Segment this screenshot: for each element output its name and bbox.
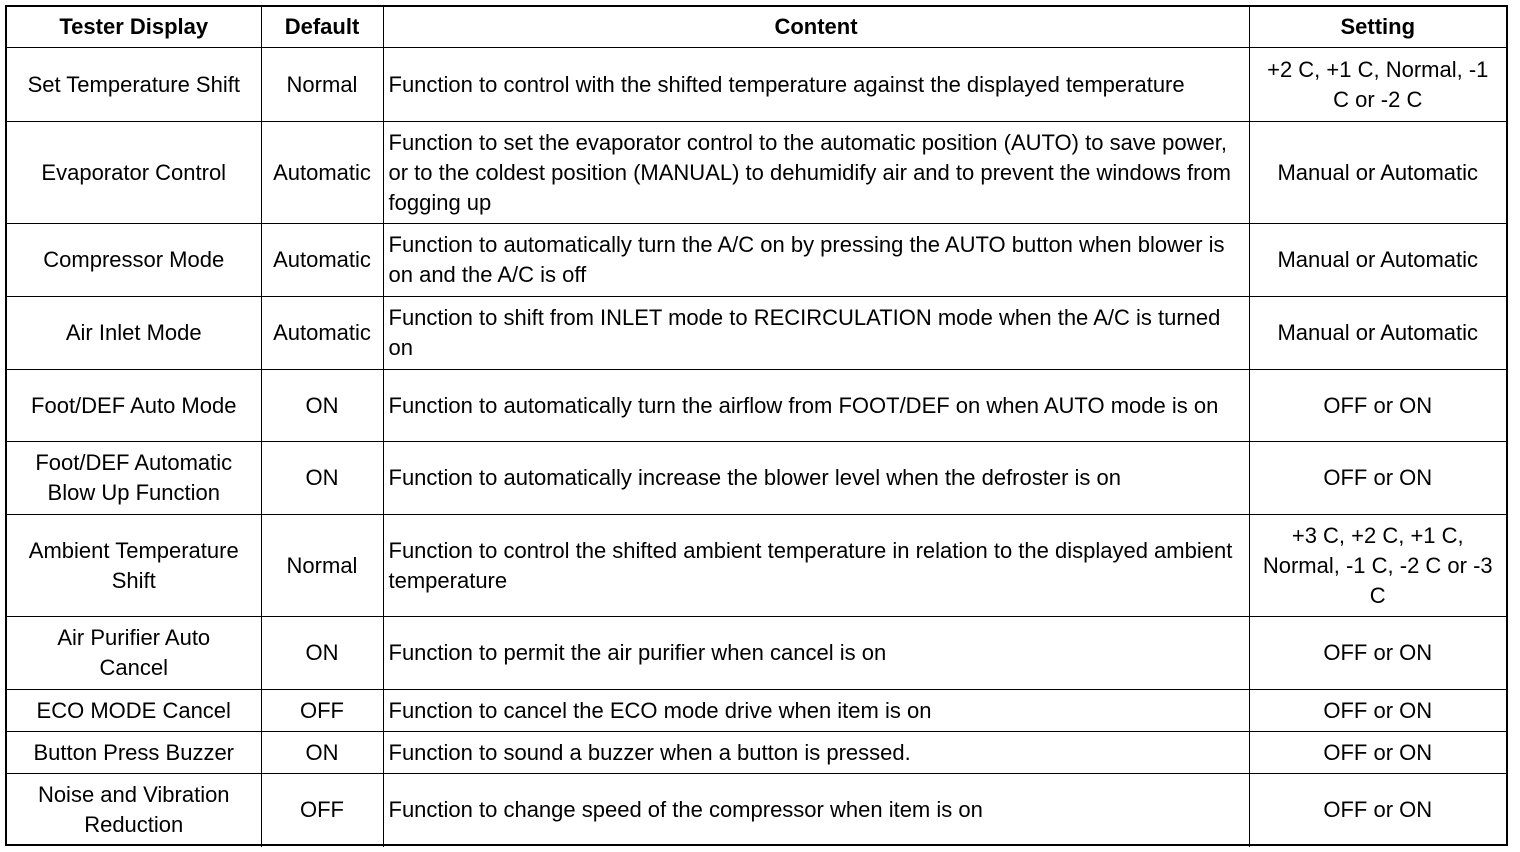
customize-parameters-table-frame — [5, 5, 1508, 846]
cell-tester-display: Noise and Vibration Reduction — [7, 774, 261, 847]
cell-content: Function to change speed of the compressor when item is on — [383, 774, 1249, 847]
header-default: Default — [261, 7, 383, 48]
table-row — [7, 48, 1506, 122]
cell-default: Normal — [261, 515, 383, 617]
table-row — [7, 224, 1506, 297]
cell-tester-display: Evaporator Control — [7, 122, 261, 224]
cell-tester-display: Set Temperature Shift — [7, 48, 261, 122]
header-setting: Setting — [1249, 7, 1506, 48]
table-row — [7, 122, 1506, 224]
cell-content: Function to cancel the ECO mode drive when item is on — [383, 690, 1249, 732]
cell-setting: OFF or ON — [1249, 732, 1506, 774]
cell-default: ON — [261, 370, 383, 442]
cell-tester-display: Foot/DEF Auto Mode — [7, 370, 261, 442]
table-row — [7, 774, 1506, 847]
cell-default: Automatic — [261, 122, 383, 224]
cell-content: Function to control the shifted ambient temperature in relation to the displayed ambient temperature — [383, 515, 1249, 617]
cell-default: ON — [261, 617, 383, 690]
table-row — [7, 515, 1506, 617]
cell-tester-display: Button Press Buzzer — [7, 732, 261, 774]
cell-default: Normal — [261, 48, 383, 122]
cell-content: Function to shift from INLET mode to RECIRCULATION mode when the A/C is turned on — [383, 297, 1249, 370]
customize-parameters-table — [7, 7, 1506, 847]
cell-default: Automatic — [261, 297, 383, 370]
table-row — [7, 617, 1506, 690]
cell-default: ON — [261, 732, 383, 774]
cell-setting: OFF or ON — [1249, 370, 1506, 442]
cell-setting: Manual or Automatic — [1249, 224, 1506, 297]
cell-content: Function to automatically turn the A/C on by pressing the AUTO button when blower is on and the A/C is off — [383, 224, 1249, 297]
cell-setting: OFF or ON — [1249, 690, 1506, 732]
cell-default: OFF — [261, 690, 383, 732]
cell-content: Function to permit the air purifier when cancel is on — [383, 617, 1249, 690]
cell-default: Automatic — [261, 224, 383, 297]
cell-tester-display: ECO MODE Cancel — [7, 690, 261, 732]
cell-default: OFF — [261, 774, 383, 847]
cell-content: Function to set the evaporator control to the automatic position (AUTO) to save power, or to the coldest position (MANUAL) to dehumidify air and to prevent the windows from fogging up — [383, 122, 1249, 224]
cell-tester-display: Ambient Temperature Shift — [7, 515, 261, 617]
table-row — [7, 732, 1506, 774]
cell-default: ON — [261, 442, 383, 515]
cell-setting: OFF or ON — [1249, 442, 1506, 515]
table-row — [7, 690, 1506, 732]
cell-setting: OFF or ON — [1249, 774, 1506, 847]
cell-setting: +2 C, +1 C, Normal, -1 C or -2 C — [1249, 48, 1506, 122]
header-tester-display: Tester Display — [7, 7, 261, 48]
header-content: Content — [383, 7, 1249, 48]
cell-setting: Manual or Automatic — [1249, 297, 1506, 370]
cell-tester-display: Air Purifier Auto Cancel — [7, 617, 261, 690]
table-row — [7, 297, 1506, 370]
cell-setting: +3 C, +2 C, +1 C, Normal, -1 C, -2 C or -3 C — [1249, 515, 1506, 617]
cell-content: Function to control with the shifted temperature against the displayed temperature — [383, 48, 1249, 122]
cell-setting: OFF or ON — [1249, 617, 1506, 690]
table-row — [7, 370, 1506, 442]
cell-tester-display: Air Inlet Mode — [7, 297, 261, 370]
cell-content: Function to automatically turn the airflow from FOOT/DEF on when AUTO mode is on — [383, 370, 1249, 442]
table-row — [7, 442, 1506, 515]
cell-content: Function to sound a buzzer when a button is pressed. — [383, 732, 1249, 774]
cell-tester-display: Foot/DEF Automatic Blow Up Function — [7, 442, 261, 515]
table-header-row — [7, 7, 1506, 48]
cell-tester-display: Compressor Mode — [7, 224, 261, 297]
cell-setting: Manual or Automatic — [1249, 122, 1506, 224]
cell-content: Function to automatically increase the blower level when the defroster is on — [383, 442, 1249, 515]
